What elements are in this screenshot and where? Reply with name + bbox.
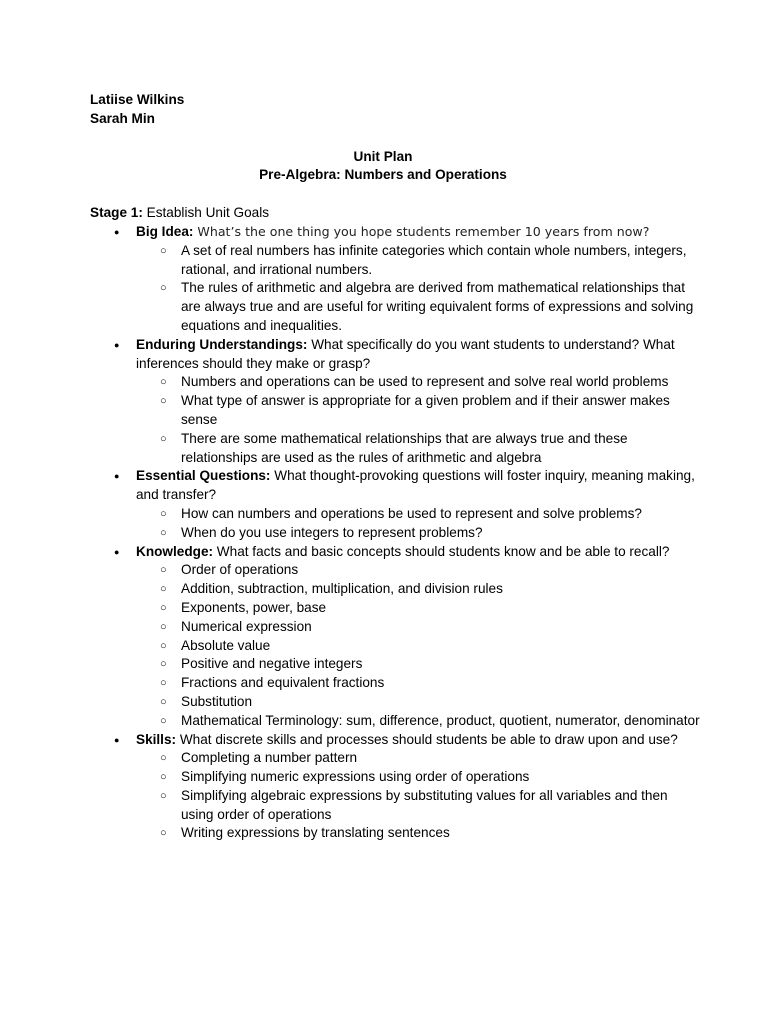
circle-bullet-icon: ○: [160, 639, 167, 652]
section-list: [90, 223, 700, 843]
section-items: [136, 242, 700, 336]
document-page: [90, 91, 700, 843]
section-items: [136, 373, 700, 467]
section-knowledge: [90, 543, 700, 731]
section-label: Knowledge:: [136, 543, 214, 559]
circle-bullet-icon: ○: [160, 714, 167, 727]
list-item: ○ When do you use integers to represent problems?: [136, 524, 700, 543]
section-label: Essential Questions:: [136, 468, 271, 484]
circle-bullet-icon: ○: [160, 620, 167, 633]
list-item: ○ Exponents, power, base: [136, 599, 700, 618]
section-label: Enduring Understandings:: [136, 336, 308, 352]
circle-bullet-icon: ○: [160, 507, 167, 520]
circle-bullet-icon: ○: [160, 771, 167, 784]
list-item: ○ Order of operations: [136, 561, 700, 580]
section-prompt: What’s the one thing you hope students remember 10 years from now?: [193, 223, 650, 239]
stage-label: Stage 1:: [90, 205, 143, 221]
section-label: Big Idea:: [136, 223, 194, 239]
list-item: ○ There are some mathematical relationships that are always true and these relationships are used as the rules of arithmetic and algebra: [160, 430, 628, 465]
section-prompt: What specifically do you want students to understand? What inferences should they make or grasp?: [136, 336, 675, 371]
section-items: [136, 749, 700, 843]
stage-text: Establish Unit Goals: [142, 205, 270, 221]
list-item: ○ What type of answer is appropriate for a given problem and if their answer makes sense: [160, 393, 670, 427]
list-item: ○ Substitution: [136, 693, 700, 712]
author-name: Latiise Wilkins: [90, 92, 185, 107]
circle-bullet-icon: ○: [160, 677, 167, 690]
list-item: ○ Writing expressions by translating sentences: [136, 824, 700, 843]
circle-bullet-icon: ○: [160, 827, 167, 840]
circle-bullet-icon: ○: [160, 601, 167, 614]
circle-bullet-icon: ○: [160, 695, 167, 708]
circle-bullet-icon: ○: [160, 752, 167, 765]
section-label: Skills:: [136, 731, 177, 747]
bullet-icon: ●: [114, 226, 120, 237]
circle-bullet-icon: ○: [160, 789, 167, 802]
bullet-icon: ●: [114, 546, 120, 557]
section-prompt: What discrete skills and processes should students be able to draw upon and use?: [176, 731, 678, 747]
bullet-icon: ●: [114, 734, 120, 745]
list-item: ○ Addition, subtraction, multiplication, and division rules: [136, 580, 700, 599]
document-title: Unit Plan: [353, 148, 413, 164]
section-big-idea: [90, 223, 700, 336]
list-item: ○ How can numbers and operations be used to represent and solve problems?: [136, 505, 700, 524]
circle-bullet-icon: ○: [160, 395, 167, 408]
list-item: ○ Mathematical Terminology: sum, difference, product, quotient, numerator, denominator: [136, 712, 700, 731]
title-block: [90, 148, 676, 186]
list-item: ○ Fractions and equivalent fractions: [136, 674, 700, 693]
bullet-icon: ●: [114, 339, 120, 350]
section-prompt: What thought-provoking questions will foster inquiry, meaning making, and transfer?: [136, 468, 695, 503]
list-item: ○ Simplifying numeric expressions using order of operations: [136, 768, 700, 787]
list-item: ○ Numbers and operations can be used to represent and solve real world problems: [136, 373, 700, 392]
circle-bullet-icon: ○: [160, 282, 167, 295]
stage-heading: [90, 204, 700, 223]
author-block: [90, 91, 700, 129]
list-item: ○ A set of real numbers has infinite categories which contain whole numbers, integers, rational, and irrational numbers.: [160, 242, 687, 277]
list-item: ○ Completing a number pattern: [136, 749, 700, 768]
section-items: [136, 505, 700, 543]
circle-bullet-icon: ○: [160, 244, 167, 257]
list-item: ○ Positive and negative integers: [136, 655, 700, 674]
circle-bullet-icon: ○: [160, 658, 167, 671]
section-essential-questions: [90, 467, 700, 542]
list-item: ○ Absolute value: [136, 637, 700, 656]
circle-bullet-icon: ○: [160, 564, 167, 577]
section-prompt: What facts and basic concepts should students know and be able to recall?: [213, 543, 670, 559]
bullet-icon: ●: [114, 471, 120, 482]
circle-bullet-icon: ○: [160, 432, 167, 445]
section-items: [136, 561, 700, 730]
section-enduring-understandings: [90, 336, 700, 468]
section-skills: [90, 731, 700, 844]
document-subtitle: Pre-Algebra: Numbers and Operations: [259, 167, 507, 183]
author-name: Sarah Min: [90, 110, 155, 126]
circle-bullet-icon: ○: [160, 376, 167, 389]
circle-bullet-icon: ○: [160, 583, 167, 596]
list-item: ○ Numerical expression: [136, 618, 700, 637]
circle-bullet-icon: ○: [160, 526, 167, 539]
list-item: ○ The rules of arithmetic and algebra are derived from mathematical relationships that are always true and are useful for writing equivalent forms of expressions and solving equations and inequalities.: [160, 280, 694, 333]
list-item: ○ Simplifying algebraic expressions by substituting values for all variables and then using order of operations: [160, 787, 668, 822]
